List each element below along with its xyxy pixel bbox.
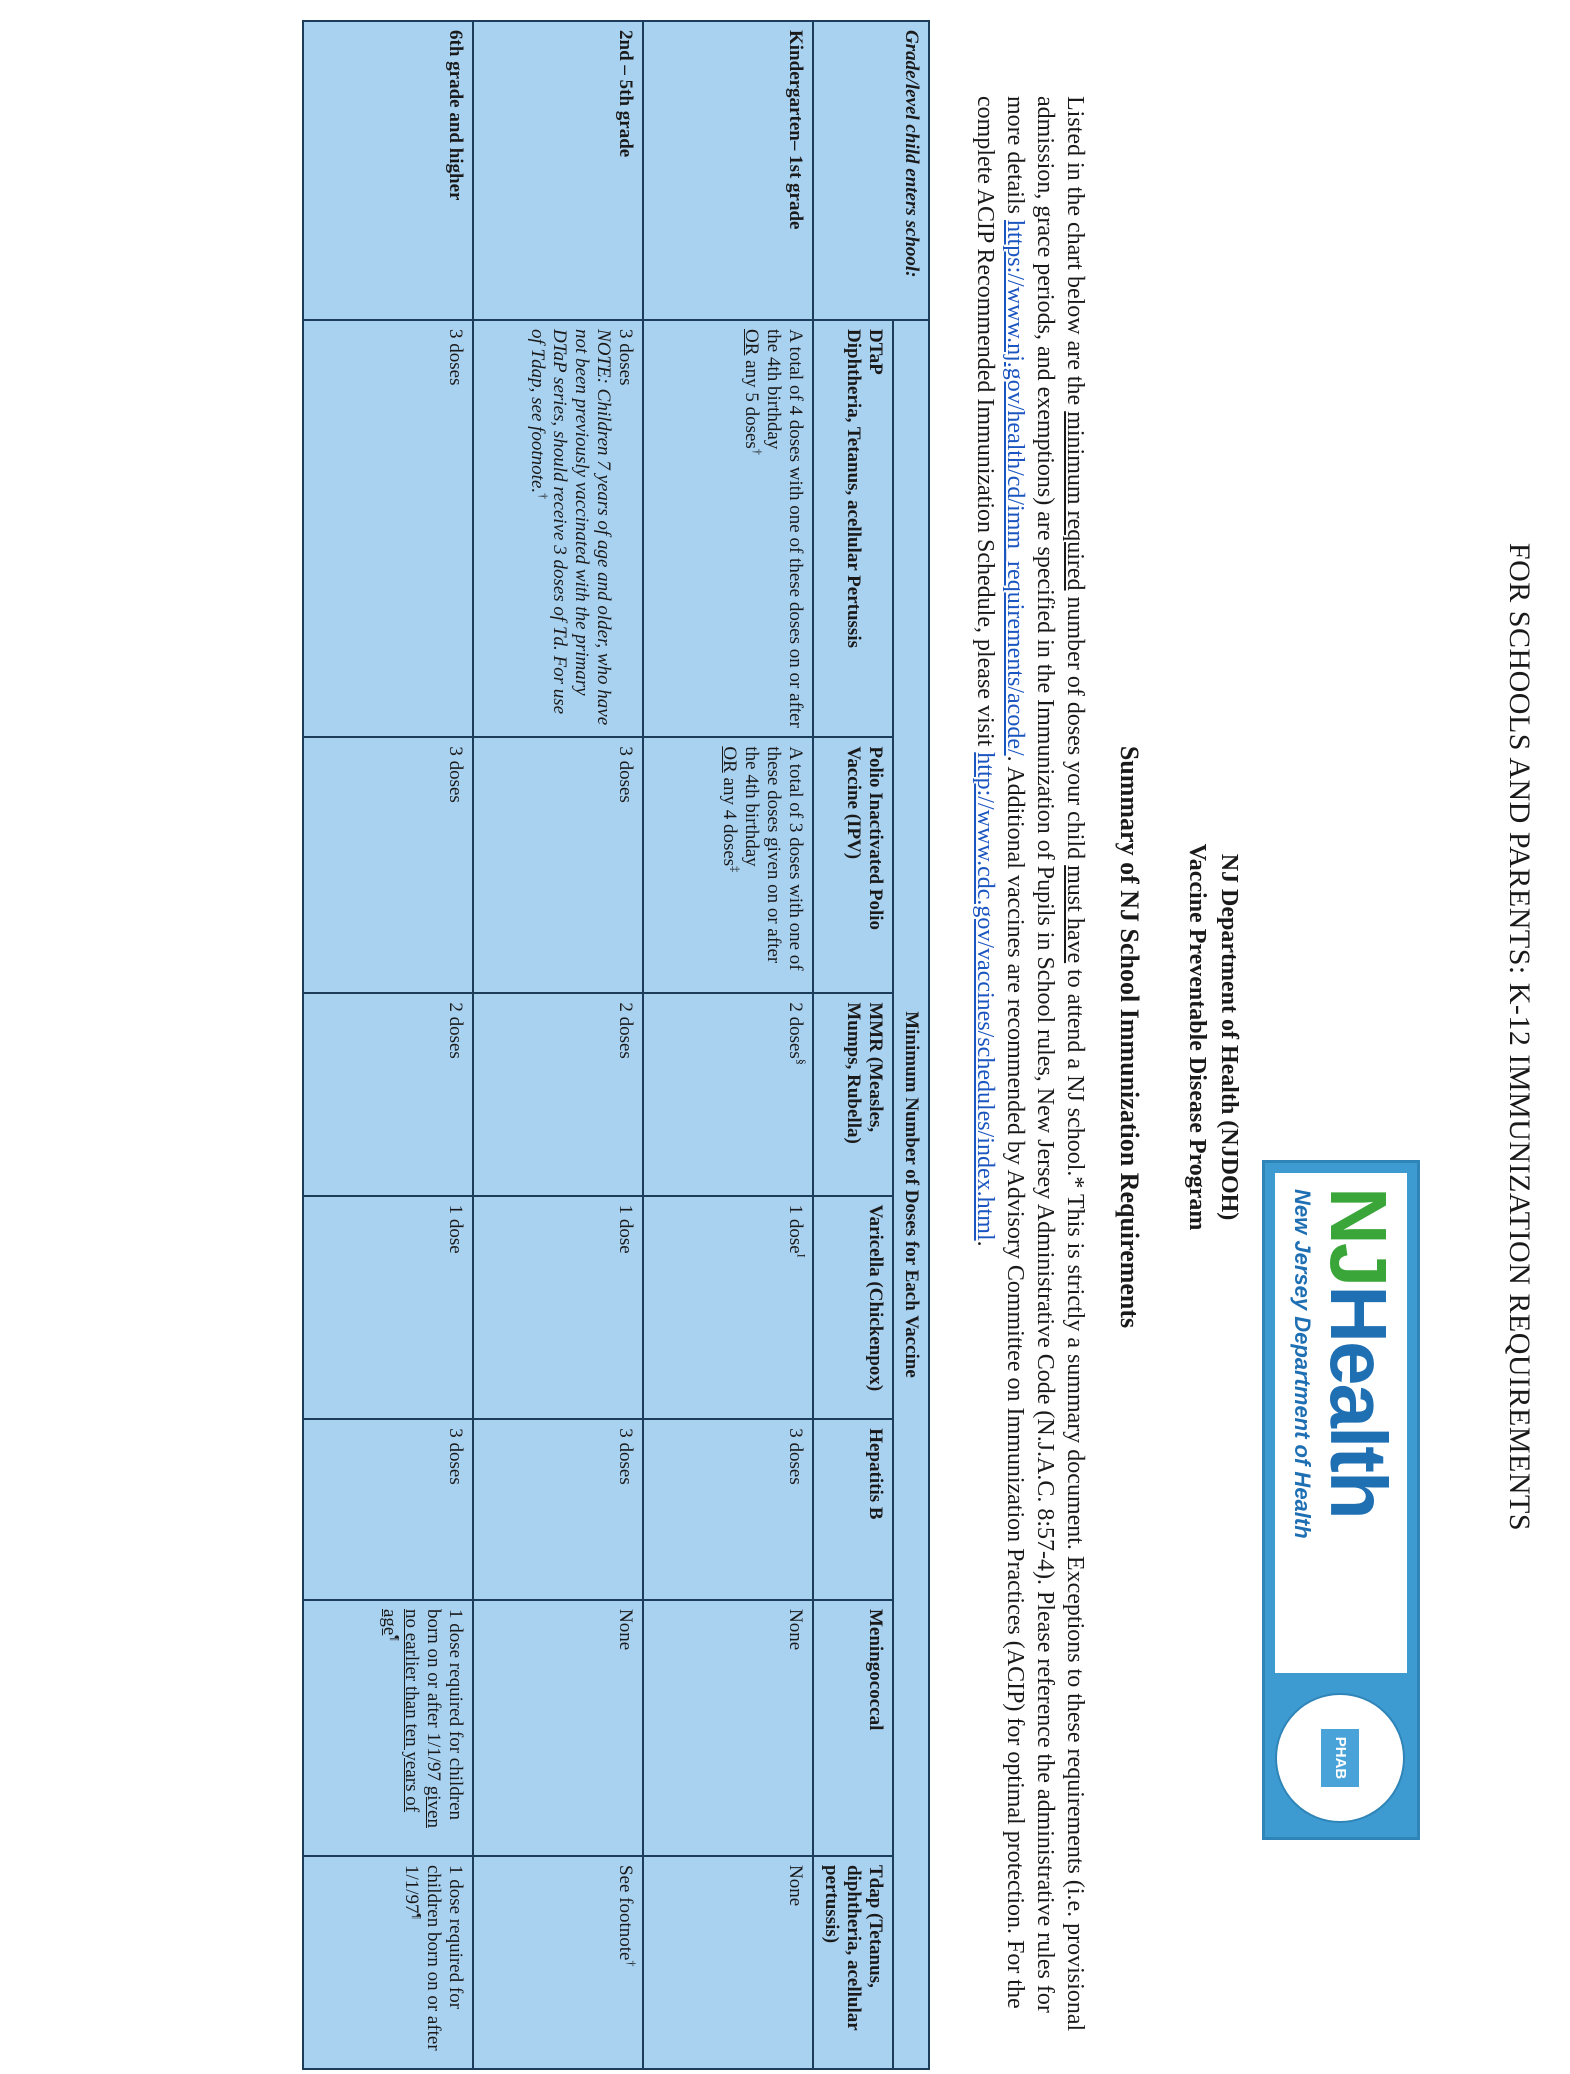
cell-text: 1 dose required for children born on or after 1/1/97 bbox=[401, 1864, 466, 2051]
or-text: OR bbox=[719, 746, 740, 773]
page-header-title: FOR SCHOOLS AND PARENTS: K-12 IMMUNIZATION REQUIREMENTS bbox=[1503, 542, 1536, 1532]
cell-text: 3 doses bbox=[615, 329, 636, 386]
cell-text: 1 dose bbox=[785, 1204, 806, 1254]
varicella-cell: 1 dose bbox=[303, 1196, 473, 1420]
meningococcal-cell: None bbox=[473, 1600, 643, 1856]
table-row bbox=[473, 21, 643, 2069]
intro-text: Listed in the chart below are the bbox=[1062, 96, 1088, 412]
hepb-cell: 3 doses bbox=[303, 1419, 473, 1600]
tdap-cell bbox=[473, 1856, 643, 2069]
njac-rules-link[interactable]: https://www.nj.gov/health/cd/imm_requirements/acode/ bbox=[1002, 219, 1028, 756]
logo-panel bbox=[1275, 1173, 1407, 1673]
intro-text: to attend a NJ school.* This is strictly a summary document. Exceptions to these requirements (i.e. provisional admission, grace periods, and exemptions) are specified in the Immunization of Pupils in School rules, New Jersey Administrative Code (N.J.A.C. 8:57-4). Please reference the administrative rules for more details bbox=[1002, 96, 1088, 2032]
cell-text: given no earlier than ten years of age bbox=[379, 1608, 444, 1828]
org-name: NJ Department of Health (NJDOH) bbox=[1216, 853, 1242, 1221]
summary-title: Summary of NJ School Immunization Requirements bbox=[1115, 745, 1144, 1329]
table-row bbox=[643, 21, 813, 2069]
varicella-header: Varicella (Chickenpox) bbox=[813, 1196, 893, 1420]
mmr-cell bbox=[643, 993, 813, 1195]
phab-badge: PHAB bbox=[1321, 1729, 1359, 1787]
hepb-cell: 3 doses bbox=[473, 1419, 643, 1600]
hepb-header: Hepatitis B bbox=[813, 1419, 893, 1600]
intro-emphasis: must have bbox=[1062, 865, 1088, 964]
intro-text: . bbox=[972, 1240, 998, 1247]
intro-paragraph bbox=[970, 96, 1090, 2056]
cell-text: A total of 3 doses with one of these doses given on or after the 4th birthday bbox=[741, 746, 806, 971]
cell-text: any 5 doses bbox=[741, 355, 762, 449]
table-row bbox=[303, 21, 473, 2069]
acip-schedule-link[interactable]: http://www.cdc.gov/vaccines/schedules/index.html bbox=[972, 752, 998, 1241]
cell-text: any 4 doses bbox=[719, 772, 740, 867]
tdap-cell bbox=[303, 1856, 473, 2069]
dtap-full-name: Diphtheria, Tetanus, acellular Pertussis bbox=[843, 329, 864, 648]
intro-text: . Additional vaccines are recommended by Advisory Committee on Immunization Practices (ACIP) for optimal protection. For the complete ACIP Recommended Immunization Schedule, please visit bbox=[972, 96, 1028, 2009]
footnote-mark: ¶ bbox=[410, 1913, 425, 1919]
polio-header: Polio Inactivated Polio Vaccine (IPV) bbox=[813, 737, 893, 993]
logo-wordmark bbox=[1313, 1187, 1403, 1518]
vaccine-header-row bbox=[813, 21, 893, 2069]
dtap-header bbox=[813, 320, 893, 737]
min-doses-header: Minimum Number of Doses for Each Vaccine bbox=[893, 320, 929, 2069]
polio-cell bbox=[643, 737, 813, 993]
or-text: OR bbox=[741, 329, 762, 356]
footnote-mark: † bbox=[750, 448, 765, 455]
meningococcal-header: Meningococcal bbox=[813, 1600, 893, 1856]
varicella-cell bbox=[643, 1196, 813, 1420]
footnote-mark: † bbox=[536, 493, 551, 500]
varicella-cell: 1 dose bbox=[473, 1196, 643, 1420]
tdap-header: Tdap (Tetanus, diphtheria, acellular pertussis) bbox=[813, 1856, 893, 2069]
grade-cell: 6th grade and higher bbox=[303, 21, 473, 320]
dtap-cell bbox=[643, 320, 813, 737]
footnote-mark: ‡ bbox=[728, 866, 743, 873]
cell-text: 2 doses bbox=[785, 1002, 806, 1059]
intro-emphasis: minimum required bbox=[1062, 411, 1088, 591]
dtap-cell bbox=[473, 320, 643, 737]
grade-column-header: Grade/level child enters school: bbox=[813, 21, 929, 320]
cell-text: A total of 4 doses with one of these doses on or after the 4th birthday bbox=[763, 329, 806, 728]
polio-cell: 3 doses bbox=[473, 737, 643, 993]
polio-cell: 3 doses bbox=[303, 737, 473, 993]
logo-health-text: Health bbox=[1314, 1285, 1403, 1518]
footnote-mark: ¶ bbox=[388, 1635, 403, 1641]
dtap-note: NOTE: Children 7 years of age and older, who have not been previously vaccinated with the primary DTaP series, should receive 3 doses of Td. For use of Tdap, see footnote. bbox=[527, 329, 614, 726]
dtap-cell: 3 doses bbox=[303, 320, 473, 737]
cell-text: See footnote bbox=[615, 1864, 636, 1961]
mmr-cell: 2 doses bbox=[303, 993, 473, 1195]
footnote-mark: I bbox=[794, 1253, 809, 1258]
tdap-cell: None bbox=[643, 1856, 813, 2069]
immunization-requirements-table bbox=[302, 20, 930, 2070]
footnote-mark: † bbox=[624, 1960, 639, 1967]
phab-seal-icon bbox=[1275, 1693, 1405, 1823]
logo-subtitle: New Jersey Department of Health bbox=[1290, 1189, 1315, 1539]
grade-cell: 2nd – 5th grade bbox=[473, 21, 643, 320]
table-header-row bbox=[893, 21, 929, 2069]
program-name: Vaccine Preventable Disease Program bbox=[1184, 843, 1210, 1231]
hepb-cell: 3 doses bbox=[643, 1419, 813, 1600]
mmr-cell: 2 doses bbox=[473, 993, 643, 1195]
logo-nj-text: NJ bbox=[1314, 1187, 1403, 1286]
cell-text: 1 dose required for children born on or after 1/1/97 bbox=[423, 1608, 466, 1821]
dtap-name: DTaP bbox=[865, 329, 886, 375]
grade-cell: Kindergarten– 1st grade bbox=[643, 21, 813, 320]
mmr-header: MMR (Measles, Mumps, Rubella) bbox=[813, 993, 893, 1195]
intro-text: number of doses your child bbox=[1062, 590, 1088, 866]
meningococcal-cell: None bbox=[643, 1600, 813, 1856]
meningococcal-cell bbox=[303, 1600, 473, 1856]
njdoh-logo bbox=[1262, 1160, 1420, 1840]
footnote-mark: § bbox=[794, 1058, 809, 1065]
